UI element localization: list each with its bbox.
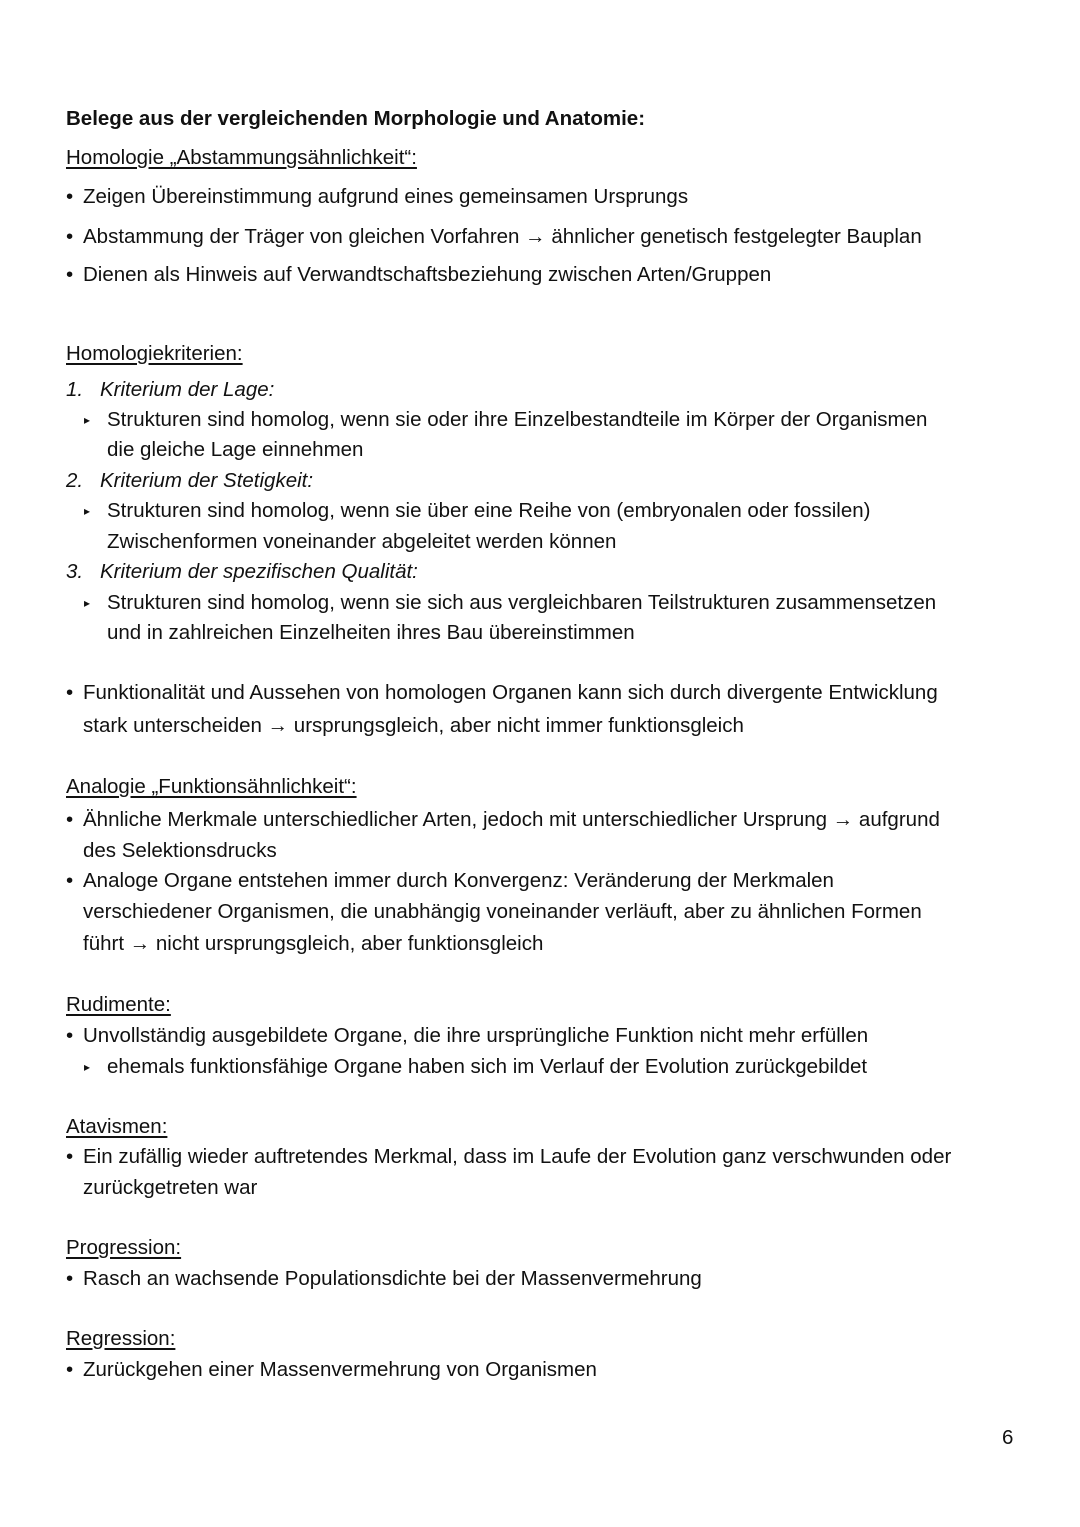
list-item: Unvollständig ausgebildete Organe, die ihre ursprüngliche Funktion nicht mehr erfüllen xyxy=(83,1024,869,1047)
list-number: 1. xyxy=(66,378,84,401)
criterion-title: Kriterium der Lage: xyxy=(100,378,275,401)
criterion-title: Kriterium der Stetigkeit: xyxy=(100,469,314,492)
list-item-continued: verschiedener Organismen, die unabhängig voneinander verläuft, aber zu ähnlichen Formen xyxy=(83,900,922,923)
list-item: Dienen als Hinweis auf Verwandtschaftsbeziehung zwischen Arten/Gruppen xyxy=(83,263,772,286)
criterion-text: Strukturen sind homolog, wenn sie über eine Reihe von (embryonalen oder fossilen) xyxy=(107,499,871,522)
section-title-homologie: Homologie „Abstammungsähnlichkeit“: xyxy=(66,146,417,169)
page-number: 6 xyxy=(1002,1426,1014,1449)
section-title-regression: Regression: xyxy=(66,1327,176,1350)
criterion-text: und in zahlreichen Einzelheiten ihres Bau übereinstimmen xyxy=(107,621,635,644)
page-heading: Belege aus der vergleichenden Morphologie und Anatomie: xyxy=(66,107,646,130)
bullet-icon: • xyxy=(66,808,74,831)
list-number: 3. xyxy=(66,560,84,583)
list-number: 2. xyxy=(66,469,84,492)
list-item-continued: stark unterscheiden → ursprungsgleich, aber nicht immer funktionsgleich xyxy=(83,714,744,737)
list-item: Rasch an wachsende Populationsdichte bei der Massenvermehrung xyxy=(83,1267,702,1290)
triangle-bullet-icon: ▸ xyxy=(84,596,91,610)
triangle-bullet-icon: ▸ xyxy=(84,1060,91,1074)
bullet-icon: • xyxy=(66,1358,74,1381)
section-title-kriterien: Homologiekriterien: xyxy=(66,342,243,365)
bullet-icon: • xyxy=(66,263,74,286)
list-item: Ein zufällig wieder auftretendes Merkmal, dass im Laufe der Evolution ganz verschwunden oder xyxy=(83,1145,952,1168)
criterion-title: Kriterium der spezifischen Qualität: xyxy=(100,560,418,583)
bullet-icon: • xyxy=(66,185,74,208)
bullet-icon: • xyxy=(66,1024,74,1047)
list-item-continued: zurückgetreten war xyxy=(83,1176,258,1199)
list-item-continued: führt → nicht ursprungsgleich, aber funktionsgleich xyxy=(83,932,544,955)
list-item: Zeigen Übereinstimmung aufgrund eines gemeinsamen Ursprungs xyxy=(83,185,689,208)
section-title-progression: Progression: xyxy=(66,1236,182,1259)
triangle-bullet-icon: ▸ xyxy=(84,504,91,518)
sub-list-item: ehemals funktionsfähige Organe haben sich im Verlauf der Evolution zurückgebildet xyxy=(107,1055,868,1078)
section-title-rudimente: Rudimente: xyxy=(66,993,171,1016)
bullet-icon: • xyxy=(66,869,74,892)
list-item: Abstammung der Träger von gleichen Vorfahren → ähnlicher genetisch festgelegter Bauplan xyxy=(83,225,922,248)
bullet-icon: • xyxy=(66,1145,74,1168)
criterion-text: die gleiche Lage einnehmen xyxy=(107,438,364,461)
criterion-text: Strukturen sind homolog, wenn sie sich aus vergleichbaren Teilstrukturen zusammensetzen xyxy=(107,591,937,614)
bullet-icon: • xyxy=(66,225,74,248)
list-item: Ähnliche Merkmale unterschiedlicher Arten, jedoch mit unterschiedlicher Ursprung → aufgrund xyxy=(83,808,940,831)
triangle-bullet-icon: ▸ xyxy=(84,413,91,427)
list-item: Analoge Organe entstehen immer durch Konvergenz: Veränderung der Merkmalen xyxy=(83,869,834,892)
criterion-text: Zwischenformen voneinander abgeleitet werden können xyxy=(107,530,617,553)
bullet-icon: • xyxy=(66,1267,74,1290)
list-item: Funktionalität und Aussehen von homologen Organen kann sich durch divergente Entwicklung xyxy=(83,681,938,704)
list-item: Zurückgehen einer Massenvermehrung von Organismen xyxy=(83,1358,597,1381)
section-title-analogie: Analogie „Funktionsähnlichkeit“: xyxy=(66,775,357,798)
criterion-text: Strukturen sind homolog, wenn sie oder ihre Einzelbestandteile im Körper der Organismen xyxy=(107,408,928,431)
bullet-icon: • xyxy=(66,681,74,704)
list-item-continued: des Selektionsdrucks xyxy=(83,839,277,862)
section-title-atavismen: Atavismen: xyxy=(66,1115,168,1138)
